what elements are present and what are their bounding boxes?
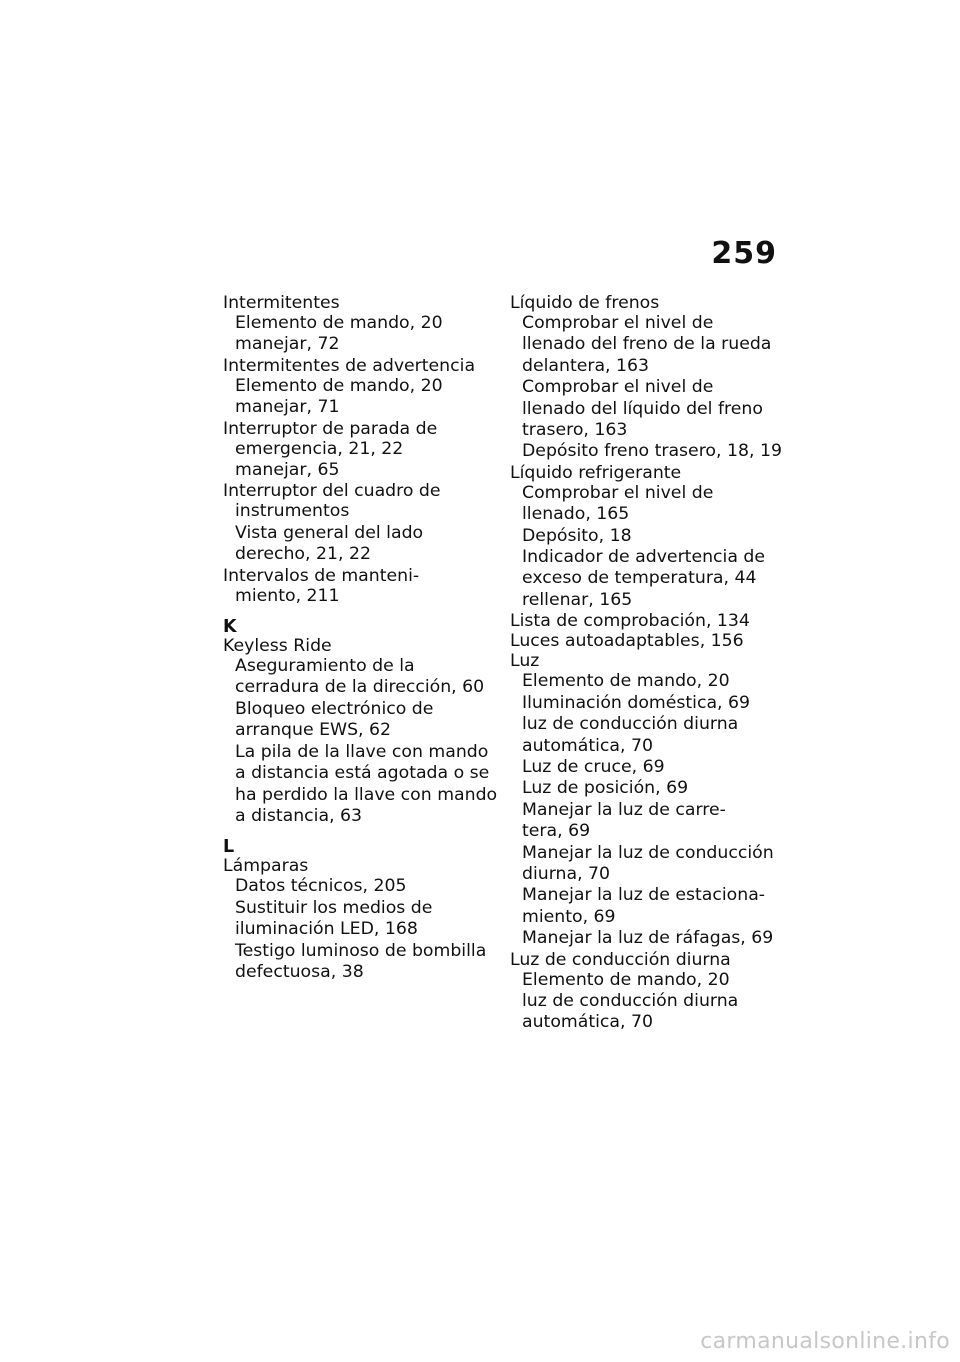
index-entry: Luces autoadaptables, 156 (510, 631, 744, 652)
index-subentry: llenado del freno de la rueda (522, 334, 772, 355)
index-subentry: arranque EWS, 62 (235, 720, 392, 741)
index-subentry: La pila de la llave con mando (235, 741, 489, 762)
index-entry: Lámparas (223, 856, 309, 877)
index-subentry: diurna, 70 (522, 863, 611, 884)
index-subentry: Bloqueo electrónico de (235, 698, 434, 719)
index-subentry: iluminación LED, 168 (235, 919, 418, 940)
index-subentry: Manejar la luz de estaciona- (522, 885, 766, 906)
index-entry: Líquido de frenos (510, 293, 660, 313)
index-entry: Intermitentes (223, 293, 340, 313)
index-subentry: tera, 69 (522, 821, 591, 842)
index-subentry: delantera, 163 (522, 355, 650, 376)
index-entry: Lista de comprobación, 134 (510, 611, 750, 632)
index-subentry: Elemento de mando, 20 (522, 969, 730, 990)
index-subentry: manejar, 72 (235, 334, 340, 355)
index-entry: Luz (510, 651, 540, 672)
index-column-right (510, 293, 790, 1034)
index-subentry: Testigo luminoso de bombilla (235, 940, 487, 961)
index-subentry: Sustituir los medios de (235, 897, 433, 918)
index-subentry: Elemento de mando, 20 (522, 671, 730, 692)
page-number: 259 (711, 236, 777, 271)
index-subentry: Aseguramiento de la (235, 656, 415, 677)
index-entry: Intervalos de manteni- (223, 565, 420, 586)
index-subentry: defectuosa, 38 (235, 961, 364, 982)
index-subentry: a distancia está agotada o se (235, 763, 490, 784)
index-subentry: Vista general del lado (235, 522, 424, 543)
section-letter: L (223, 837, 235, 858)
index-subentry: Iluminación doméstica, 69 (522, 692, 751, 713)
index-entry: Keyless Ride (223, 636, 332, 657)
index-subentry: rellenar, 165 (522, 589, 633, 610)
index-subentry: Comprobar el nivel de (522, 313, 714, 333)
index-subentry: Depósito, 18 (522, 525, 632, 546)
index-entry: Interruptor de parada de (223, 418, 438, 439)
index-subentry: Comprobar el nivel de (522, 377, 714, 398)
index-subentry: trasero, 163 (522, 420, 628, 441)
index-entry: Luz de conducción diurna (510, 949, 731, 970)
index-subentry: luz de conducción diurna (522, 714, 739, 735)
index-subentry: manejar, 65 (235, 460, 340, 481)
watermark-text: carmanualsonline.info (700, 1329, 950, 1354)
index-subentry: manejar, 71 (235, 397, 340, 418)
index-subentry: Datos técnicos, 205 (235, 876, 407, 897)
index-subentry: llenado del líquido del freno (522, 398, 763, 419)
index-column-left (223, 293, 498, 983)
index-subentry: Depósito freno trasero, 18, 19 (522, 441, 782, 462)
index-entry: Líquido refrigerante (510, 462, 682, 483)
index-subentry: automática, 70 (522, 1012, 653, 1033)
index-subentry: Manejar la luz de ráfagas, 69 (522, 928, 774, 949)
index-subentry: llenado, 165 (522, 504, 630, 525)
index-subentry: miento, 211 (235, 585, 340, 606)
index-subentry: Indicador de advertencia de (522, 547, 766, 568)
index-subentry: Elemento de mando, 20 (235, 313, 443, 333)
index-subentry: instrumentos (235, 501, 350, 522)
index-subentry: Manejar la luz de conducción (522, 842, 774, 863)
index-entry: Interruptor del cuadro de (223, 481, 441, 502)
index-subentry: cerradura de la dirección, 60 (235, 677, 485, 698)
index-entry: Intermitentes de advertencia (223, 355, 476, 376)
index-subentry: luz de conducción diurna (522, 990, 739, 1011)
index-subentry: Manejar la luz de carre- (522, 799, 726, 820)
index-subentry: exceso de temperatura, 44 (522, 568, 757, 589)
index-subentry: Luz de posición, 69 (522, 778, 689, 799)
index-subentry: Luz de cruce, 69 (522, 756, 665, 777)
index-subentry: ha perdido la llave con mando (235, 784, 498, 805)
section-letter: K (223, 617, 237, 638)
index-subentry: Elemento de mando, 20 (235, 375, 443, 396)
index-subentry: derecho, 21, 22 (235, 544, 371, 565)
index-subentry: a distancia, 63 (235, 805, 363, 826)
index-subentry: emergencia, 21, 22 (235, 438, 404, 459)
index-subentry: miento, 69 (522, 906, 616, 927)
index-subentry: automática, 70 (522, 735, 653, 756)
index-subentry: Comprobar el nivel de (522, 482, 714, 503)
